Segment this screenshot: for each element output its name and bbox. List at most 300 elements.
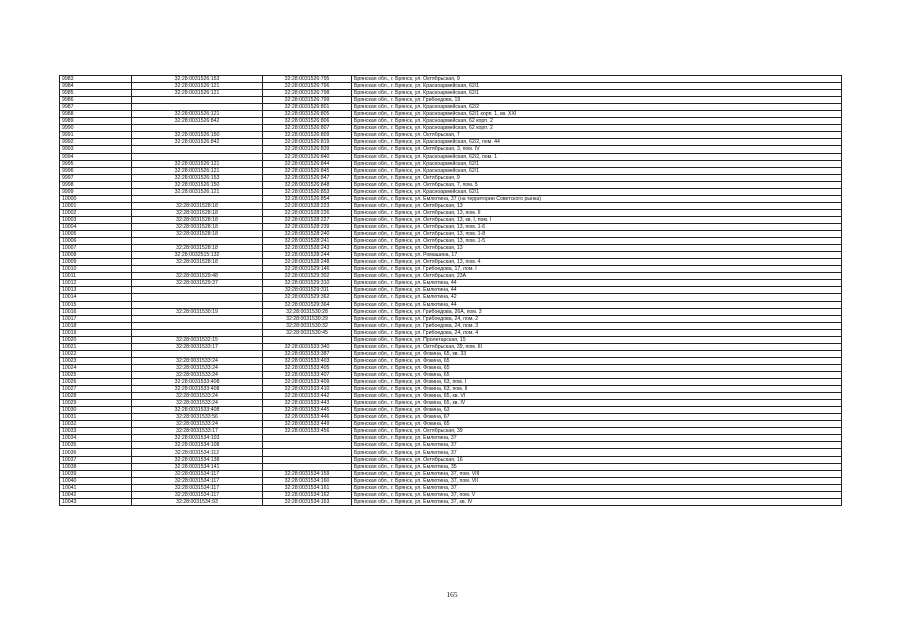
address-cell: Брянская обл., г. Брянск, ул. Фокина, 63, пом. II <box>352 386 842 393</box>
table-row <box>60 329 842 336</box>
land-parcel-number-cell: 32:28:0031533:56 <box>132 414 263 421</box>
land-parcel-number-cell <box>132 322 263 329</box>
building-number-cell: 32:28:0031533:456 <box>263 428 352 435</box>
building-number-cell: 32:28:0031526:840 <box>263 153 352 160</box>
table-row <box>60 414 842 421</box>
building-number-cell <box>263 435 352 442</box>
row-number-cell: 9993 <box>60 146 132 153</box>
address-cell: Брянская обл., г. Брянск, ул. Емлютина, 37 <box>352 484 842 491</box>
land-parcel-number-cell: 32:28:0031533:408 <box>132 407 263 414</box>
address-cell: Брянская обл., г. Брянск, ул. Фокина, 67 <box>352 414 842 421</box>
land-parcel-number-cell: 32:28:0031533:24 <box>132 421 263 428</box>
address-cell: Брянская обл., г. Брянск, ул. Октябрьская, 13, пом. 1-5 <box>352 238 842 245</box>
land-parcel-number-cell: 32:28:0031533:408 <box>132 379 263 386</box>
address-cell: Брянская обл., г. Брянск, ул. Октябрьская, 13 <box>352 245 842 252</box>
address-cell: Брянская обл., г. Брянск, ул. Октябрьская, 13, пом. 4 <box>352 259 842 266</box>
table-row <box>60 181 842 188</box>
table-row <box>60 287 842 294</box>
building-number-cell: 32:28:0031528:243 <box>263 245 352 252</box>
building-number-cell: 32:28:0031529:362 <box>263 294 352 301</box>
building-number-cell: 32:28:0031530:32 <box>263 322 352 329</box>
land-parcel-number-cell: 32:28:0031526:842 <box>132 118 263 125</box>
address-cell: Брянская обл., г. Брянск, ул. Емлютина, 37, пом. VII <box>352 477 842 484</box>
building-number-cell: 32:28:0031528:223 <box>263 202 352 209</box>
row-number-cell: 9992 <box>60 139 132 146</box>
building-number-cell: 32:28:0031533:445 <box>263 407 352 414</box>
land-parcel-number-cell: 32:28:0031534:117 <box>132 470 263 477</box>
address-cell: Брянская обл., г. Брянск, ул. Фокина, 65 <box>352 371 842 378</box>
row-number-cell: 10016 <box>60 308 132 315</box>
building-number-cell: 32:28:0031526:806 <box>263 118 352 125</box>
land-parcel-number-cell: 32:28:0031526:121 <box>132 167 263 174</box>
building-number-cell: 32:28:0031533:340 <box>263 343 352 350</box>
land-parcel-number-cell: 32:28:0031532:15 <box>132 336 263 343</box>
row-number-cell: 10038 <box>60 463 132 470</box>
building-number-cell: 32:28:0031533:405 <box>263 364 352 371</box>
row-number-cell: 10039 <box>60 470 132 477</box>
building-number-cell <box>263 442 352 449</box>
address-cell: Брянская обл., г. Брянск, ул. Октябрьская, 9 <box>352 76 842 83</box>
building-number-cell <box>263 449 352 456</box>
table-row <box>60 139 842 146</box>
building-number-cell: 32:28:0031534:161 <box>263 484 352 491</box>
building-number-cell: 32:28:0031533:403 <box>263 357 352 364</box>
table-row <box>60 301 842 308</box>
building-number-cell: 32:28:0031534:159 <box>263 470 352 477</box>
address-cell: Брянская обл., г. Брянск, ул. Красноармейская, 62/1 <box>352 160 842 167</box>
table-row <box>60 456 842 463</box>
table-row <box>60 266 842 273</box>
address-cell: Брянская обл., г. Брянск, ул. Емлютина, 44 <box>352 301 842 308</box>
table-row <box>60 343 842 350</box>
land-parcel-number-cell: 32:28:0031533:17 <box>132 343 263 350</box>
table-row <box>60 90 842 97</box>
building-number-cell: 32:28:0031526:819 <box>263 139 352 146</box>
land-parcel-number-cell <box>132 301 263 308</box>
table-row <box>60 209 842 216</box>
address-cell: Брянская обл., г. Брянск, ул. Грибоедова, 19 <box>352 97 842 104</box>
land-parcel-number-cell: 32:28:0031528:18 <box>132 259 263 266</box>
table-row <box>60 322 842 329</box>
building-number-cell: 32:28:0031526:795 <box>263 76 352 83</box>
land-parcel-number-cell: 32:28:0031534:117 <box>132 477 263 484</box>
address-cell: Брянская обл., г. Брянск, ул. Фокина, 65 <box>352 364 842 371</box>
land-parcel-number-cell <box>132 287 263 294</box>
building-number-cell: 32:28:0031529:311 <box>263 287 352 294</box>
row-number-cell: 10024 <box>60 364 132 371</box>
row-number-cell: 10009 <box>60 259 132 266</box>
address-cell: Брянская обл., г. Брянск, ул. Октябрьская, 39 <box>352 428 842 435</box>
row-number-cell: 9994 <box>60 153 132 160</box>
building-number-cell: 32:28:0031529:302 <box>263 273 352 280</box>
table-row <box>60 188 842 195</box>
row-number-cell: 10026 <box>60 379 132 386</box>
row-number-cell: 10042 <box>60 491 132 498</box>
table-row <box>60 231 842 238</box>
land-parcel-number-cell: 32:28:0031528:18 <box>132 245 263 252</box>
address-cell: Брянская обл., г. Брянск, ул. Грибоедова, 24, пом. 4 <box>352 329 842 336</box>
land-parcel-number-cell: 32:28:0031534:112 <box>132 449 263 456</box>
land-parcel-number-cell: 32:28:0031534:117 <box>132 491 263 498</box>
building-number-cell: 32:28:0031526:807 <box>263 125 352 132</box>
building-number-cell: 32:28:0031529:364 <box>263 301 352 308</box>
building-number-cell: 32:28:0031528:241 <box>263 238 352 245</box>
building-number-cell: 32:28:0031526:848 <box>263 181 352 188</box>
row-number-cell: 9988 <box>60 111 132 118</box>
building-number-cell: 32:28:0031530:45 <box>263 329 352 336</box>
table-row <box>60 97 842 104</box>
land-parcel-number-cell: 32:28:0031528:18 <box>132 216 263 223</box>
table-row <box>60 484 842 491</box>
row-number-cell: 9985 <box>60 90 132 97</box>
address-cell: Брянская обл., г. Брянск, ул. Емлютина, 37 <box>352 442 842 449</box>
cadastral-table-body <box>60 76 842 506</box>
land-parcel-number-cell <box>132 238 263 245</box>
address-cell: Брянская обл., г. Брянск, ул. Пролетарская, 15 <box>352 336 842 343</box>
table-row <box>60 104 842 111</box>
address-cell: Брянская обл., г. Брянск, ул. Грибоедова, 24, пом. 2 <box>352 315 842 322</box>
building-number-cell: 32:28:0031526:845 <box>263 167 352 174</box>
address-cell: Брянская обл., г. Брянск, ул. Октябрьская, 39, пом. III <box>352 343 842 350</box>
land-parcel-number-cell <box>132 97 263 104</box>
land-parcel-number-cell <box>132 104 263 111</box>
table-row <box>60 273 842 280</box>
row-number-cell: 10012 <box>60 280 132 287</box>
row-number-cell: 10041 <box>60 484 132 491</box>
row-number-cell: 10013 <box>60 287 132 294</box>
table-row <box>60 153 842 160</box>
building-number-cell: 32:28:0031528:240 <box>263 231 352 238</box>
row-number-cell: 10037 <box>60 456 132 463</box>
building-number-cell <box>263 456 352 463</box>
building-number-cell <box>263 336 352 343</box>
land-parcel-number-cell: 32:28:0031534:93 <box>132 498 263 505</box>
building-number-cell: 32:28:0031526:809 <box>263 132 352 139</box>
land-parcel-number-cell: 32:28:0031526:121 <box>132 90 263 97</box>
address-cell: Брянская обл., г. Брянск, ул. Емлютина, 35 <box>352 463 842 470</box>
table-row <box>60 125 842 132</box>
row-number-cell: 10019 <box>60 329 132 336</box>
land-parcel-number-cell: 32:28:0031533:24 <box>132 400 263 407</box>
building-number-cell: 32:28:0031526:805 <box>263 111 352 118</box>
row-number-cell: 10010 <box>60 266 132 273</box>
table-row <box>60 350 842 357</box>
table-row <box>60 76 842 83</box>
land-parcel-number-cell: 32:28:0031528:18 <box>132 209 263 216</box>
row-number-cell: 10002 <box>60 209 132 216</box>
address-cell: Брянская обл., г. Брянск, ул. Красноармейская, 62/2, пом. 44 <box>352 139 842 146</box>
building-number-cell: 32:28:0031526:801 <box>263 104 352 111</box>
table-row <box>60 428 842 435</box>
building-number-cell: 32:28:0031534:160 <box>263 477 352 484</box>
land-parcel-number-cell: 32:28:0031526:153 <box>132 76 263 83</box>
address-cell: Брянская обл., г. Брянск, ул. Октябрьская, 13, кв. I, пом. I <box>352 216 842 223</box>
table-row <box>60 132 842 139</box>
table-row <box>60 421 842 428</box>
land-parcel-number-cell: 32:28:0031526:121 <box>132 188 263 195</box>
row-number-cell: 10006 <box>60 238 132 245</box>
building-number-cell: 32:28:0031533:409 <box>263 379 352 386</box>
table-row <box>60 435 842 442</box>
table-row <box>60 280 842 287</box>
building-number-cell: 32:28:0031529:310 <box>263 280 352 287</box>
land-parcel-number-cell <box>132 329 263 336</box>
land-parcel-number-cell: 32:28:0031533:24 <box>132 393 263 400</box>
address-cell: Брянская обл., г. Брянск, ул. Фокина, 65, кв. IV <box>352 400 842 407</box>
address-cell: Брянская обл., г. Брянск, ул. Грибоедова, 24, пом. 3 <box>352 322 842 329</box>
row-number-cell: 10028 <box>60 393 132 400</box>
row-number-cell: 10018 <box>60 322 132 329</box>
table-row <box>60 491 842 498</box>
row-number-cell: 10025 <box>60 371 132 378</box>
land-parcel-number-cell: 32:28:0031529:37 <box>132 280 263 287</box>
address-cell: Брянская обл., г. Брянск, ул. Емлютина, 37 <box>352 435 842 442</box>
row-number-cell: 9998 <box>60 181 132 188</box>
table-row <box>60 400 842 407</box>
table-row <box>60 379 842 386</box>
row-number-cell: 10004 <box>60 223 132 230</box>
address-cell: Брянская обл., г. Брянск, ул. Красноармейская, 62/1 <box>352 167 842 174</box>
address-cell: Брянская обл., г. Брянск, ул. Красноармейская, 62/1 <box>352 188 842 195</box>
row-number-cell: 9997 <box>60 174 132 181</box>
row-number-cell: 10033 <box>60 428 132 435</box>
address-cell: Брянская обл., г. Брянск, ул. Грибоедова, 17, пом. I <box>352 266 842 273</box>
row-number-cell: 9990 <box>60 125 132 132</box>
land-parcel-number-cell <box>132 146 263 153</box>
row-number-cell: 10035 <box>60 442 132 449</box>
row-number-cell: 10000 <box>60 195 132 202</box>
land-parcel-number-cell: 32:28:0031534:138 <box>132 456 263 463</box>
row-number-cell: 9995 <box>60 160 132 167</box>
row-number-cell: 9996 <box>60 167 132 174</box>
building-number-cell: 32:28:0031533:443 <box>263 400 352 407</box>
row-number-cell: 10032 <box>60 421 132 428</box>
table-row <box>60 442 842 449</box>
table-row <box>60 223 842 230</box>
address-cell: Брянская обл., г. Брянск, ул. Фокина, 63, пом. I <box>352 379 842 386</box>
row-number-cell: 9991 <box>60 132 132 139</box>
address-cell: Брянская обл., г. Брянск, ул. Октябрьская, 7 <box>352 132 842 139</box>
table-row <box>60 259 842 266</box>
land-parcel-number-cell: 32:28:0031526:842 <box>132 139 263 146</box>
address-cell: Брянская обл., г. Брянск, ул. Октябрьская, 13, пом. 1-6 <box>352 223 842 230</box>
building-number-cell: 32:28:0031534:163 <box>263 498 352 505</box>
land-parcel-number-cell: 32:28:0031534:117 <box>132 484 263 491</box>
building-number-cell: 32:28:0031533:407 <box>263 371 352 378</box>
address-cell: Брянская обл., г. Брянск, ул. Емлютина, 44 <box>352 280 842 287</box>
land-parcel-number-cell <box>132 153 263 160</box>
land-parcel-number-cell: 32:28:0031526:153 <box>132 174 263 181</box>
land-parcel-number-cell: 32:28:0031528:18 <box>132 223 263 230</box>
row-number-cell: 10022 <box>60 350 132 357</box>
address-cell: Брянская обл., г. Брянск, ул. Ромашина, 17 <box>352 252 842 259</box>
address-cell: Брянская обл., г. Брянск, ул. Емлютина, 42 <box>352 294 842 301</box>
building-number-cell: 32:28:0031528:239 <box>263 223 352 230</box>
address-cell: Брянская обл., г. Брянск, ул. Октябрьская, 3, пом. IV <box>352 146 842 153</box>
address-cell: Брянская обл., г. Брянск, ул. Октябрьская, 16 <box>352 456 842 463</box>
table-row <box>60 386 842 393</box>
address-cell: Брянская обл., г. Брянск, ул. Октябрьская, 13, пом. 1-8 <box>352 231 842 238</box>
row-number-cell: 10036 <box>60 449 132 456</box>
land-parcel-number-cell: 32:28:0031533:24 <box>132 371 263 378</box>
building-number-cell: 32:28:0031528:244 <box>263 252 352 259</box>
row-number-cell: 10031 <box>60 414 132 421</box>
table-row <box>60 477 842 484</box>
land-parcel-number-cell <box>132 350 263 357</box>
address-cell: Брянская обл., г. Брянск, ул. Фокина, 63 <box>352 407 842 414</box>
land-parcel-number-cell: 32:28:0031533:17 <box>132 428 263 435</box>
row-number-cell: 10030 <box>60 407 132 414</box>
table-row <box>60 167 842 174</box>
building-number-cell: 32:28:0031526:799 <box>263 97 352 104</box>
land-parcel-number-cell: 32:28:0031526:121 <box>132 111 263 118</box>
land-parcel-number-cell <box>132 315 263 322</box>
land-parcel-number-cell: 32:28:0031526:150 <box>132 132 263 139</box>
address-cell: Брянская обл., г. Брянск, ул. Емлютина, 44 <box>352 287 842 294</box>
row-number-cell: 10020 <box>60 336 132 343</box>
row-number-cell: 10017 <box>60 315 132 322</box>
building-number-cell: 32:28:0031528:227 <box>263 216 352 223</box>
address-cell: Брянская обл., г. Брянск, ул. Красноармейская, 62/1 корп. 1, кв. XXI <box>352 111 842 118</box>
address-cell: Брянская обл., г. Брянск, ул. Емлютина, 37, пом. VIII <box>352 470 842 477</box>
address-cell: Брянская обл., г. Брянск, ул. Красноармейская, 62/1 <box>352 83 842 90</box>
address-cell: Брянская обл., г. Брянск, ул. Красноармейская, 62 корп. 2 <box>352 118 842 125</box>
row-number-cell: 10014 <box>60 294 132 301</box>
table-row <box>60 449 842 456</box>
row-number-cell: 10023 <box>60 357 132 364</box>
address-cell: Брянская обл., г. Брянск, ул. Емлютина, 37 <box>352 449 842 456</box>
address-cell: Брянская обл., г. Брянск, ул. Красноармейская, 62/2, пом. 1 <box>352 153 842 160</box>
row-number-cell: 9989 <box>60 118 132 125</box>
address-cell: Брянская обл., г. Брянск, ул. Емлютина, 37 (на территории Советского рынка) <box>352 195 842 202</box>
land-parcel-number-cell: 32:28:0031533:408 <box>132 386 263 393</box>
table-row <box>60 393 842 400</box>
table-row <box>60 146 842 153</box>
land-parcel-number-cell <box>132 125 263 132</box>
table-row <box>60 174 842 181</box>
row-number-cell: 9986 <box>60 97 132 104</box>
building-number-cell: 32:28:0031534:162 <box>263 491 352 498</box>
address-cell: Брянская обл., г. Брянск, ул. Фокина, 65 <box>352 357 842 364</box>
address-cell: Брянская обл., г. Брянск, ул. Октябрьская, 13 <box>352 202 842 209</box>
building-number-cell: 32:28:0031526:798 <box>263 90 352 97</box>
table-row <box>60 364 842 371</box>
land-parcel-number-cell <box>132 195 263 202</box>
row-number-cell: 10015 <box>60 301 132 308</box>
row-number-cell: 10034 <box>60 435 132 442</box>
building-number-cell: 32:28:0031533:442 <box>263 393 352 400</box>
table-row <box>60 463 842 470</box>
row-number-cell: 10008 <box>60 252 132 259</box>
table-row <box>60 160 842 167</box>
building-number-cell: 32:28:0031530:29 <box>263 315 352 322</box>
row-number-cell: 10001 <box>60 202 132 209</box>
table-row <box>60 336 842 343</box>
land-parcel-number-cell: 32:28:0031528:18 <box>132 202 263 209</box>
land-parcel-number-cell: 32:28:0031533:24 <box>132 357 263 364</box>
row-number-cell: 10027 <box>60 386 132 393</box>
address-cell: Брянская обл., г. Брянск, ул. Фокина, 65, кв. VI <box>352 393 842 400</box>
row-number-cell: 10021 <box>60 343 132 350</box>
address-cell: Брянская обл., г. Брянск, ул. Емлютина, 37, пом. V <box>352 491 842 498</box>
table-row <box>60 357 842 364</box>
building-number-cell: 32:28:0031526:844 <box>263 160 352 167</box>
address-cell: Брянская обл., г. Брянск, ул. Емлютина, 37, кв. IV <box>352 498 842 505</box>
building-number-cell: 32:28:0031528:226 <box>263 209 352 216</box>
address-cell: Брянская обл., г. Брянск, ул. Октябрьская, 23А <box>352 273 842 280</box>
address-cell: Брянская обл., г. Брянск, ул. Фокина, 65, кв. 33 <box>352 350 842 357</box>
building-number-cell: 32:28:0031526:847 <box>263 174 352 181</box>
address-cell: Брянская обл., г. Брянск, ул. Грибоедова, 26А, пом. 3 <box>352 308 842 315</box>
table-row <box>60 407 842 414</box>
building-number-cell: 32:28:0031526:796 <box>263 83 352 90</box>
land-parcel-number-cell: 32:28:0031530:19 <box>132 308 263 315</box>
table-row <box>60 371 842 378</box>
address-cell: Брянская обл., г. Брянск, ул. Октябрьская, 7, пом. 5 <box>352 181 842 188</box>
table-row <box>60 498 842 505</box>
table-row <box>60 308 842 315</box>
building-number-cell: 32:28:0031526:853 <box>263 188 352 195</box>
land-parcel-number-cell: 32:28:0031534:141 <box>132 463 263 470</box>
cadastral-table <box>59 75 842 506</box>
land-parcel-number-cell: 32:28:0031529:48 <box>132 273 263 280</box>
table-row <box>60 83 842 90</box>
land-parcel-number-cell <box>132 266 263 273</box>
row-number-cell: 10029 <box>60 400 132 407</box>
table-row <box>60 245 842 252</box>
address-cell: Брянская обл., г. Брянск, ул. Красноармейская, 62/1 <box>352 90 842 97</box>
row-number-cell: 9999 <box>60 188 132 195</box>
land-parcel-number-cell: 32:28:0031526:121 <box>132 83 263 90</box>
building-number-cell: 32:28:0031529:146 <box>263 266 352 273</box>
table-row <box>60 294 842 301</box>
building-number-cell: 32:28:0031533:410 <box>263 386 352 393</box>
address-cell: Брянская обл., г. Брянск, ул. Октябрьская, 13, пом. II <box>352 209 842 216</box>
land-parcel-number-cell: 32:28:0031534:103 <box>132 435 263 442</box>
table-row <box>60 118 842 125</box>
row-number-cell: 10005 <box>60 231 132 238</box>
building-number-cell: 32:28:0031533:387 <box>263 350 352 357</box>
table-row <box>60 195 842 202</box>
building-number-cell: 32:28:0031526:839 <box>263 146 352 153</box>
land-parcel-number-cell: 32:28:0031533:24 <box>132 364 263 371</box>
land-parcel-number-cell <box>132 294 263 301</box>
table-row <box>60 111 842 118</box>
page-number: 165 <box>446 590 458 599</box>
table-row <box>60 202 842 209</box>
building-number-cell <box>263 463 352 470</box>
table-row <box>60 315 842 322</box>
land-parcel-number-cell: 32:28:0031528:18 <box>132 231 263 238</box>
row-number-cell: 9984 <box>60 83 132 90</box>
building-number-cell: 32:28:0031533:449 <box>263 421 352 428</box>
building-number-cell: 32:28:0031530:28 <box>263 308 352 315</box>
building-number-cell: 32:28:0031526:854 <box>263 195 352 202</box>
building-number-cell: 32:28:0031533:446 <box>263 414 352 421</box>
table-row <box>60 238 842 245</box>
row-number-cell: 9987 <box>60 104 132 111</box>
land-parcel-number-cell: 32:28:0032515:132 <box>132 252 263 259</box>
address-cell: Брянская обл., г. Брянск, ул. Фокина, 65 <box>352 421 842 428</box>
table-row <box>60 470 842 477</box>
row-number-cell: 10011 <box>60 273 132 280</box>
table-row <box>60 216 842 223</box>
building-number-cell: 32:28:0031528:248 <box>263 259 352 266</box>
row-number-cell: 10040 <box>60 477 132 484</box>
row-number-cell: 10043 <box>60 498 132 505</box>
address-cell: Брянская обл., г. Брянск, ул. Октябрьская, 9 <box>352 174 842 181</box>
row-number-cell: 9983 <box>60 76 132 83</box>
